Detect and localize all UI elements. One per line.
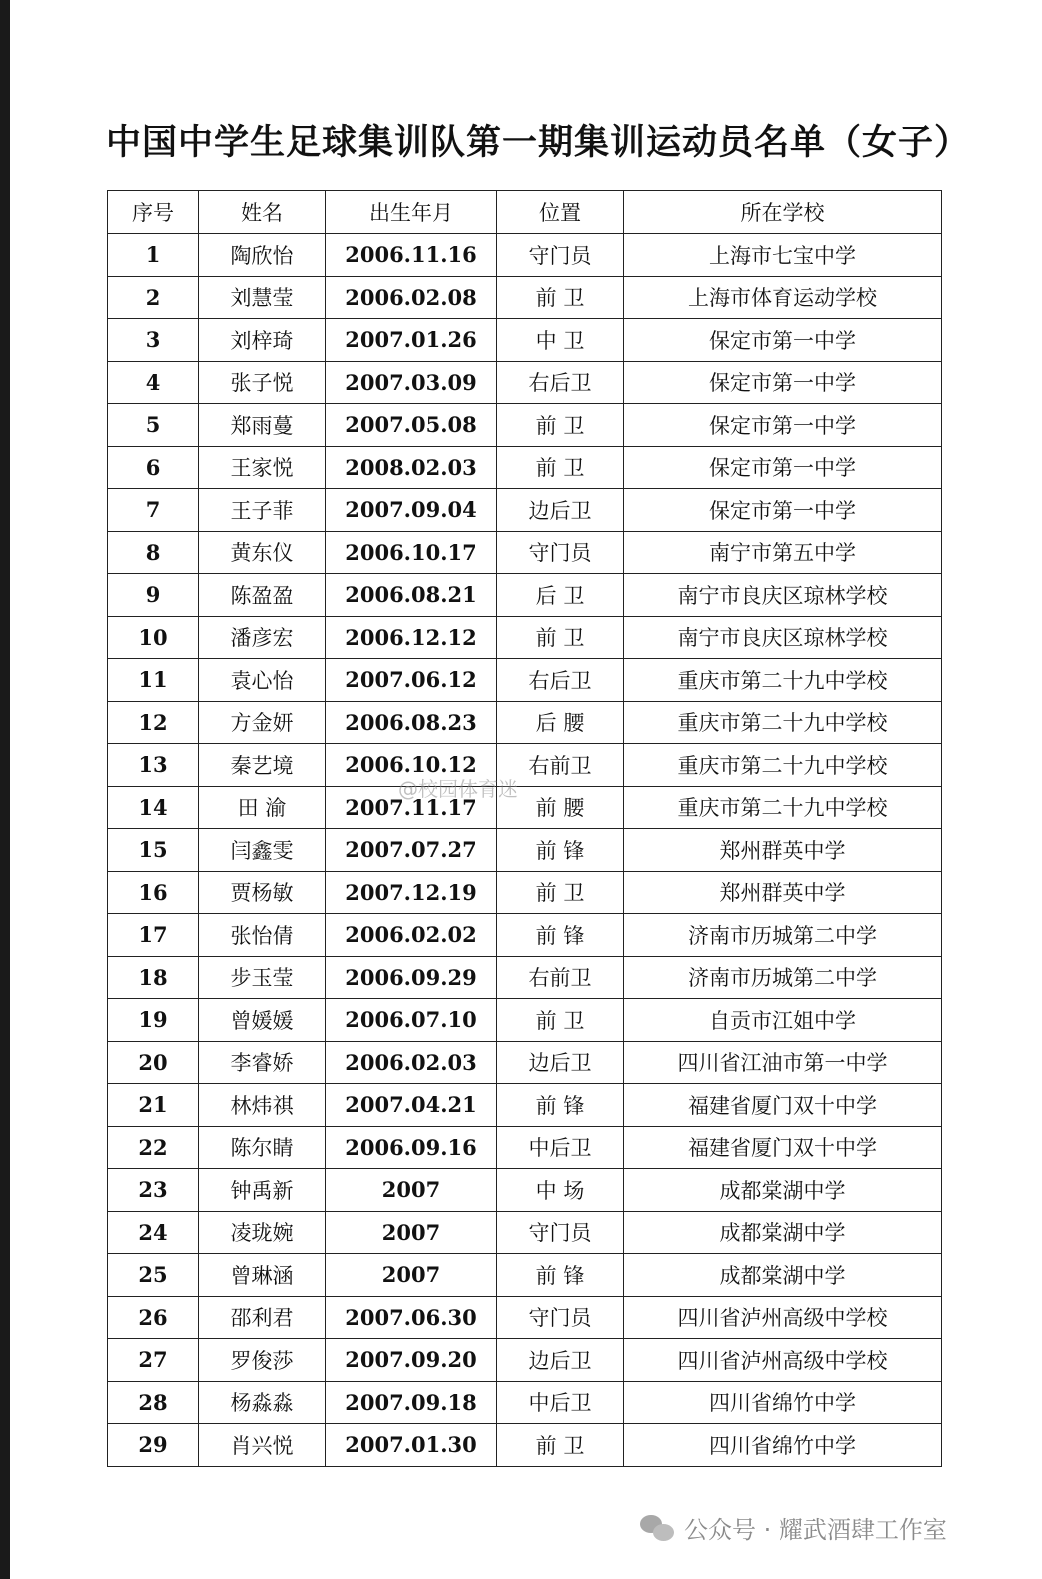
cell-no: 11 xyxy=(108,659,199,702)
cell-birth: 2006.08.23 xyxy=(326,701,497,744)
page-title: 中国中学生足球集训队第一期集训运动员名单（女子） xyxy=(106,123,971,163)
cell-school: 保定市第一中学 xyxy=(624,404,942,447)
cell-pos: 前 卫 xyxy=(497,1424,624,1467)
cell-name: 邵利君 xyxy=(199,1296,326,1339)
cell-school: 自贡市江姐中学 xyxy=(624,999,942,1042)
cell-pos: 右前卫 xyxy=(497,956,624,999)
cell-name: 张怡倩 xyxy=(199,914,326,957)
cell-pos: 中后卫 xyxy=(497,1126,624,1169)
cell-no: 16 xyxy=(108,871,199,914)
cell-no: 26 xyxy=(108,1296,199,1339)
cell-no: 12 xyxy=(108,701,199,744)
cell-school: 四川省泸州高级中学校 xyxy=(624,1296,942,1339)
table-row xyxy=(108,999,942,1042)
cell-name: 闫鑫雯 xyxy=(199,829,326,872)
cell-birth: 2007.06.30 xyxy=(326,1296,497,1339)
cell-birth: 2006.09.16 xyxy=(326,1126,497,1169)
cell-name: 曾媛媛 xyxy=(199,999,326,1042)
cell-pos: 右后卫 xyxy=(497,659,624,702)
table-row xyxy=(108,1169,942,1212)
cell-pos: 前 锋 xyxy=(497,829,624,872)
cell-school: 福建省厦门双十中学 xyxy=(624,1084,942,1127)
cell-pos: 边后卫 xyxy=(497,489,624,532)
table-row xyxy=(108,1126,942,1169)
cell-name: 贾杨敏 xyxy=(199,871,326,914)
cell-birth: 2006.02.03 xyxy=(326,1041,497,1084)
roster-table xyxy=(107,190,942,1467)
cell-name: 凌珑婉 xyxy=(199,1211,326,1254)
cell-name: 潘彦宏 xyxy=(199,616,326,659)
cell-school: 四川省泸州高级中学校 xyxy=(624,1339,942,1382)
cell-pos: 前 卫 xyxy=(497,999,624,1042)
cell-name: 肖兴悦 xyxy=(199,1424,326,1467)
cell-birth: 2006.02.02 xyxy=(326,914,497,957)
header-name: 姓名 xyxy=(199,191,326,234)
table-row xyxy=(108,914,942,957)
cell-birth: 2007.01.30 xyxy=(326,1424,497,1467)
table-row xyxy=(108,531,942,574)
cell-name: 袁心怡 xyxy=(199,659,326,702)
cell-pos: 右前卫 xyxy=(497,744,624,787)
table-row xyxy=(108,1381,942,1424)
cell-name: 刘梓琦 xyxy=(199,319,326,362)
cell-name: 陶欣怡 xyxy=(199,234,326,277)
cell-birth: 2006.12.12 xyxy=(326,616,497,659)
cell-pos: 前 腰 xyxy=(497,786,624,829)
cell-no: 9 xyxy=(108,574,199,617)
cell-school: 济南市历城第二中学 xyxy=(624,956,942,999)
cell-birth: 2006.10.12 xyxy=(326,744,497,787)
table-row xyxy=(108,319,942,362)
cell-school: 保定市第一中学 xyxy=(624,489,942,532)
cell-no: 4 xyxy=(108,361,199,404)
cell-pos: 前 锋 xyxy=(497,1254,624,1297)
left-edge-strip xyxy=(0,0,10,1579)
cell-pos: 前 卫 xyxy=(497,404,624,447)
table-row xyxy=(108,361,942,404)
cell-no: 22 xyxy=(108,1126,199,1169)
cell-birth: 2007.03.09 xyxy=(326,361,497,404)
cell-no: 5 xyxy=(108,404,199,447)
table-row xyxy=(108,276,942,319)
cell-no: 8 xyxy=(108,531,199,574)
wechat-icon xyxy=(640,1513,674,1543)
cell-no: 21 xyxy=(108,1084,199,1127)
cell-birth: 2008.02.03 xyxy=(326,446,497,489)
cell-pos: 边后卫 xyxy=(497,1339,624,1382)
cell-name: 林炜祺 xyxy=(199,1084,326,1127)
cell-name: 杨淼淼 xyxy=(199,1381,326,1424)
table-row xyxy=(108,786,942,829)
cell-no: 15 xyxy=(108,829,199,872)
cell-name: 陈盈盈 xyxy=(199,574,326,617)
cell-no: 29 xyxy=(108,1424,199,1467)
cell-school: 四川省绵竹中学 xyxy=(624,1381,942,1424)
cell-name: 陈尔睛 xyxy=(199,1126,326,1169)
table-row xyxy=(108,446,942,489)
cell-school: 重庆市第二十九中学校 xyxy=(624,744,942,787)
table-row xyxy=(108,1211,942,1254)
cell-birth: 2007.09.18 xyxy=(326,1381,497,1424)
cell-pos: 守门员 xyxy=(497,1211,624,1254)
table-row xyxy=(108,701,942,744)
table-row xyxy=(108,1084,942,1127)
cell-no: 1 xyxy=(108,234,199,277)
cell-school: 保定市第一中学 xyxy=(624,319,942,362)
cell-no: 28 xyxy=(108,1381,199,1424)
cell-school: 重庆市第二十九中学校 xyxy=(624,701,942,744)
cell-pos: 守门员 xyxy=(497,234,624,277)
cell-pos: 前 卫 xyxy=(497,616,624,659)
roster-body xyxy=(108,234,942,1467)
cell-school: 南宁市良庆区琼林学校 xyxy=(624,574,942,617)
cell-school: 四川省江油市第一中学 xyxy=(624,1041,942,1084)
cell-birth: 2007 xyxy=(326,1254,497,1297)
cell-no: 23 xyxy=(108,1169,199,1212)
cell-birth: 2006.02.08 xyxy=(326,276,497,319)
cell-school: 重庆市第二十九中学校 xyxy=(624,786,942,829)
header-position: 位置 xyxy=(497,191,624,234)
cell-school: 上海市七宝中学 xyxy=(624,234,942,277)
cell-no: 25 xyxy=(108,1254,199,1297)
cell-pos: 前 锋 xyxy=(497,1084,624,1127)
cell-school: 济南市历城第二中学 xyxy=(624,914,942,957)
cell-name: 李睿娇 xyxy=(199,1041,326,1084)
cell-school: 重庆市第二十九中学校 xyxy=(624,659,942,702)
cell-pos: 前 卫 xyxy=(497,871,624,914)
header-birth: 出生年月 xyxy=(326,191,497,234)
cell-pos: 边后卫 xyxy=(497,1041,624,1084)
table-row xyxy=(108,829,942,872)
cell-name: 田 渝 xyxy=(199,786,326,829)
cell-pos: 后 腰 xyxy=(497,701,624,744)
cell-school: 南宁市良庆区琼林学校 xyxy=(624,616,942,659)
cell-name: 王家悦 xyxy=(199,446,326,489)
cell-school: 上海市体育运动学校 xyxy=(624,276,942,319)
table-row xyxy=(108,1339,942,1382)
cell-pos: 右后卫 xyxy=(497,361,624,404)
table-row xyxy=(108,659,942,702)
cell-birth: 2006.11.16 xyxy=(326,234,497,277)
cell-birth: 2007.07.27 xyxy=(326,829,497,872)
cell-birth: 2006.08.21 xyxy=(326,574,497,617)
cell-birth: 2006.10.17 xyxy=(326,531,497,574)
cell-name: 曾琳涵 xyxy=(199,1254,326,1297)
cell-birth: 2007.04.21 xyxy=(326,1084,497,1127)
cell-school: 保定市第一中学 xyxy=(624,446,942,489)
table-row xyxy=(108,616,942,659)
cell-school: 郑州群英中学 xyxy=(624,829,942,872)
cell-name: 郑雨蔓 xyxy=(199,404,326,447)
cell-no: 17 xyxy=(108,914,199,957)
cell-no: 7 xyxy=(108,489,199,532)
cell-pos: 前 卫 xyxy=(497,276,624,319)
table-row xyxy=(108,1254,942,1297)
cell-name: 张子悦 xyxy=(199,361,326,404)
cell-name: 王子菲 xyxy=(199,489,326,532)
table-row xyxy=(108,404,942,447)
cell-no: 6 xyxy=(108,446,199,489)
cell-school: 四川省绵竹中学 xyxy=(624,1424,942,1467)
cell-pos: 中后卫 xyxy=(497,1381,624,1424)
table-row xyxy=(108,1296,942,1339)
cell-school: 南宁市第五中学 xyxy=(624,531,942,574)
header-no: 序号 xyxy=(108,191,199,234)
cell-birth: 2006.09.29 xyxy=(326,956,497,999)
watermark-text: @校园体育迷 xyxy=(398,777,518,801)
cell-birth: 2007.11.17 xyxy=(326,786,497,829)
footer-text: 公众号 · 耀武酒肆工作室 xyxy=(684,1516,947,1544)
cell-name: 方金妍 xyxy=(199,701,326,744)
cell-birth: 2007 xyxy=(326,1211,497,1254)
cell-birth: 2007.09.20 xyxy=(326,1339,497,1382)
cell-name: 刘慧莹 xyxy=(199,276,326,319)
cell-no: 27 xyxy=(108,1339,199,1382)
cell-birth: 2007 xyxy=(326,1169,497,1212)
cell-birth: 2007.12.19 xyxy=(326,871,497,914)
table-row xyxy=(108,234,942,277)
cell-pos: 守门员 xyxy=(497,531,624,574)
cell-pos: 前 卫 xyxy=(497,446,624,489)
cell-name: 秦艺境 xyxy=(199,744,326,787)
cell-no: 18 xyxy=(108,956,199,999)
cell-school: 成都棠湖中学 xyxy=(624,1211,942,1254)
table-row xyxy=(108,744,942,787)
cell-school: 成都棠湖中学 xyxy=(624,1169,942,1212)
table-row xyxy=(108,489,942,532)
cell-pos: 中 卫 xyxy=(497,319,624,362)
cell-birth: 2007.09.04 xyxy=(326,489,497,532)
table-row xyxy=(108,956,942,999)
footer-account xyxy=(640,1510,947,1545)
cell-name: 黄东仪 xyxy=(199,531,326,574)
cell-school: 保定市第一中学 xyxy=(624,361,942,404)
cell-school: 成都棠湖中学 xyxy=(624,1254,942,1297)
cell-no: 20 xyxy=(108,1041,199,1084)
header-school: 所在学校 xyxy=(624,191,942,234)
cell-no: 24 xyxy=(108,1211,199,1254)
cell-no: 2 xyxy=(108,276,199,319)
cell-pos: 中 场 xyxy=(497,1169,624,1212)
cell-name: 步玉莹 xyxy=(199,956,326,999)
cell-no: 19 xyxy=(108,999,199,1042)
table-row xyxy=(108,574,942,617)
cell-birth: 2007.01.26 xyxy=(326,319,497,362)
table-row xyxy=(108,1041,942,1084)
table-row xyxy=(108,871,942,914)
cell-no: 3 xyxy=(108,319,199,362)
cell-no: 13 xyxy=(108,744,199,787)
cell-pos: 前 锋 xyxy=(497,914,624,957)
cell-pos: 后 卫 xyxy=(497,574,624,617)
cell-no: 14 xyxy=(108,786,199,829)
cell-pos: 守门员 xyxy=(497,1296,624,1339)
cell-no: 10 xyxy=(108,616,199,659)
cell-school: 郑州群英中学 xyxy=(624,871,942,914)
table-row xyxy=(108,1424,942,1467)
cell-birth: 2006.07.10 xyxy=(326,999,497,1042)
table-header-row xyxy=(108,191,942,234)
cell-birth: 2007.06.12 xyxy=(326,659,497,702)
cell-name: 罗俊莎 xyxy=(199,1339,326,1382)
cell-name: 钟禹新 xyxy=(199,1169,326,1212)
cell-school: 福建省厦门双十中学 xyxy=(624,1126,942,1169)
cell-birth: 2007.05.08 xyxy=(326,404,497,447)
